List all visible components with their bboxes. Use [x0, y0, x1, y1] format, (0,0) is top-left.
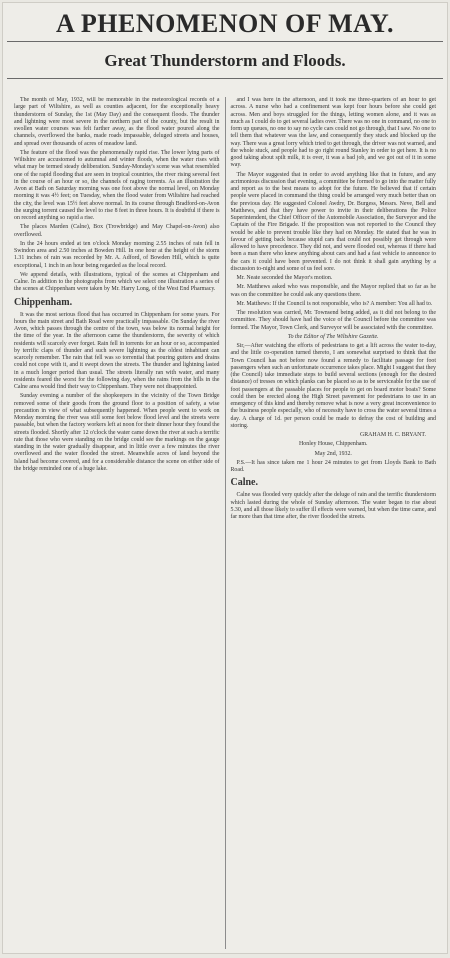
left-column — [9, 97, 225, 949]
letter-heading: To the Editor of The Wiltshire Gazette. — [287, 333, 379, 340]
newspaper-clipping — [2, 2, 448, 954]
article-paragraph: The feature of the flood was the phenomenally rapid rise. The lower lying parts of Wiltshire are accustomed to autumnal and winter floods, when the water rises with what may be termed steady deliberation. Sunday-Monday's scene was what resembled one of the rapid flooding that are seen in tropical countries, the river rising several feet in the course of an hour or so, the channels of raging torrents. As an illustration the Avon at Bath on Saturday morning was one foot above the normal level, on Monday morning it was 4½ feet; on Tuesday, when the flood water from Wiltshire had reached the city, the level was 15½ feet above normal. In its course through Bradford-on-Avon the surging torrent caused the level to rise 8 feet in three hours. It is doubtful if there is on record anything so rapid a rise. — [14, 149, 220, 221]
subheadline-rule — [7, 78, 443, 79]
article-paragraph: Mr. Neate seconded the Mayor's motion. — [236, 275, 333, 281]
article-paragraph: Mr. Matthews asked who was responsible, and the Mayor replied that so far as he was on the committee he could ask any questions there. — [230, 284, 436, 298]
article-paragraph: The places Marden (Calne), Box (Trowbridge) and May Chapel-on-Avon) also overflowed. — [14, 224, 220, 238]
article-paragraph: The month of May, 1932, will be memorable in the meteorological records of a large part of Wiltshire, as well as counties adjacent, for the exceptionally heavy thunderstorm of Sunday, the 1st (May Day) and the consequent floods. The thunder and lightning were most severe in the northern part of the county, but the result in swollen water courses was felt farther away, as the flood water poured along the channels, overflowed the banks, made roads impassable, deluged streets and houses, and spread over thousands of acres of meadow land. — [14, 97, 220, 147]
article-paragraph: We append details, with illustrations, typical of the scenes at Chippenham and Calne. In addition to the photographs from which we select one illustration a series of the scenes at Chippenham were taken by Mr. Harry Long, of the West End Pharmacy. — [14, 271, 220, 293]
section-title-chippenham: Chippenham. — [14, 296, 73, 308]
article-paragraph: It was the most serious flood that has occurred in Chippenham for some years. For hours the main street and Bath Road were practically impassable. On Sunday the river Avon, which passes through the centre of the town, was below its normal height for the time of the year. In the afternoon came the thunderstorm, the severity of which residents will scarcely ever forget. Rain fell in torrents for an hour or so, accompanied by terrific claps of thunder and such severe lightning as the oldest inhabitant can scarcely remember. The rain that fell was so torrential that pouring gutters and drains could not cope with it, and it swept down the streets. The thunder and lightning lasted in a much longer period than usual. The streets literally ran with water, and many residents feared the worst for the following day, when the rains from the hills in the Calne area would find their way to Chippenham. They were not disappointed. — [14, 311, 220, 390]
article-paragraph: The resolution was carried, Mr. Townsend being added, as it did not belong to the committee. They should have had the voice of the Council before the committee was formed. The Mayor, Town Clerk, and Surveyor will be associated with the committee. — [230, 310, 436, 331]
right-column — [225, 97, 442, 949]
article-paragraph: Calne was flooded very quickly after the deluge of rain and the terrific thunderstorm which lasted during the whole of Sunday afternoon. The water began to rise about 5.30, and all those likely to suffer ill effects were warned, but when the time came, and far more than that time after, the river flooded the streets. — [230, 492, 436, 520]
article-paragraph: and I was here in the afternoon, and it took me three-quarters of an hour to get across. A nurse who had a confinement was kept four hours before she could get across. Men and boys struggled for the things, letting women alone, and it was as much as I could do to get several ladies over. There was no one in command, no one to form up queues, no one to say no cycle cars could not go through, that I saw. No one to tell them that whatever was the law, and consequently they stuck and blocked up the way. There was a great lorry which tried to get through, the driver was not warned, and the whole stuck, and people had to go right round Stanley in order to get here. It is no good taking about spilt milk, it is over, it was a bad job, and we got out of it in some way. — [230, 97, 436, 169]
article-paragraph: In the 24 hours ended at ten o'clock Monday morning 2.55 inches of rain fell in Swindon area and 2.50 inches at Bowden Hill. In one hour at the height of the storm 1.31 inches of rain was recorded by Mr. A. Adford, of Bowden Hill, which is quite exceptional, 1 inch in an hour being regarded as the local record. — [14, 240, 220, 269]
signature-date: May 2nd, 1932. — [314, 450, 352, 457]
subheadline: Great Thunderstorm and Floods. — [104, 51, 346, 70]
headline: A PHENOMENON OF MAY. — [56, 9, 394, 38]
signature-name: GRAHAM H. C. BRYANT. — [359, 432, 426, 438]
article-paragraph: Sunday evening a number of the shopkeepers in the vicinity of the Town Bridge removed some of their goods from the ground floor to a position of safety, a wise precaution in view of what subsequently happened. When people went to work on Monday morning the river was still some feet below flood level and the streets were passable, but when the factory workers left at noon for their dinner hour they found the streets flooded. Shortly after 12 o'clock the water came down the river at such a terrific rate that those who were standing on the bridge could see the markings on the gauge standing in the water gradually disappear, and in little over a few minutes the river overflowed and the water flooded the street. Meanwhile acres of land beyond the Island had become covered, and for a considerable distance the scene on either side of the bridge reminded one of a huge lake. — [14, 393, 220, 472]
letter-paragraph: Sir,—After watching the efforts of pedestrians to get a lift across the water to-day, and the little co-operation turned thereto, I am somewhat surprised to think that the Town Council has not before now found a remedy to facilitate passage for foot passengers when such an unfortunate occurrence takes place. Might I suggest that they (the Council) take immediate steps to build several sections (enough for the desired distance) of tresses on which planks can be placed so as to be serviceable for the use of foot passengers at the passable places for people to get on board motor boats? Some could then be erected along the High Street pavement for pedestrians to use in an emergency of this kind and thereby remove what is now a very great inconvenience to the business people especially, who of necessity have to cross the water several times a day. A charge of 1d. per person could be made to defray the cost of building and storing. — [230, 343, 436, 429]
signature-address: Honley House, Chippenham. — [299, 441, 368, 448]
headline-rule — [7, 41, 443, 42]
article-paragraph: The Mayor suggested that in order to avoid anything like that in future, and any acrimonious discussion that evening, a committee be formed to go into the matter fully and report as to the best means to adopt for the future. He believed that if certain people were placed in command the thing could be arranged very much better than on the previous day. He suggested Colonel Awdry, Dr. Burgess, Messrs. Neve, Bell and Matthews, and that they have power to invite in their deliberations the Police Superintendent, the Chief Officer of the Automobile Association, the Surveyor and the Captain of the Fire Brigade. If the proposition was not reported to the Council they would be able to prevent trouble like they had on Monday. He stated that he was in favour of getting back because stupid cars that could not possibly get through were allowed to have precedence. They did not, and were flooded out, whereas if there had been a man there who knew anything about cars and had a fast vehicle to announce to the cars it could have been prevented. I do not think it shall gain anything by a discussion to-night and some of us feel sore. — [230, 171, 436, 272]
postscript: P.S.—It has since taken me 1 hour 24 minutes to get from Lloyds Bank to Bath Road. — [230, 459, 436, 473]
article-paragraph: Mr. Matthews: If the Council is not responsible, who is? A member: You all had to. — [236, 300, 433, 307]
article-columns — [9, 97, 441, 949]
section-title-calne: Calne. — [230, 477, 258, 489]
